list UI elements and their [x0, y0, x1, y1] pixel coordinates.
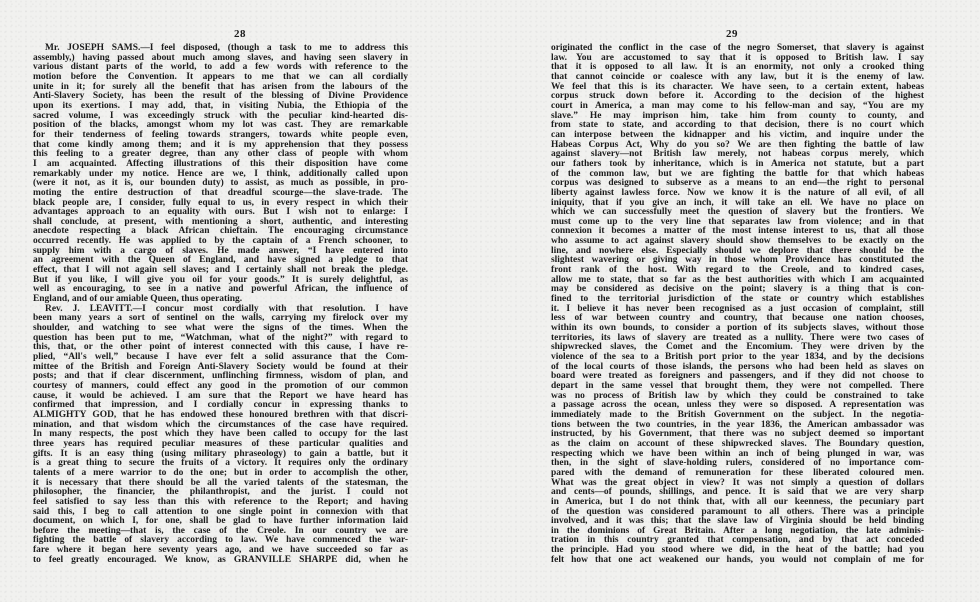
text-line: felt how that one act weakened our hands, you would not complain of me for — [551, 554, 924, 565]
text-line: may be considered as decisive on the point; slavery is a thing that is con- — [551, 284, 924, 295]
text-line: gifts. It is an easy thing (using military phraseology) to gain a battle, but it — [33, 448, 408, 459]
text-line: as the claim on account of these shipwrecked slaves. The Boundary question, — [551, 438, 924, 449]
text-line: remarkably under my notice. Hence are we, I think, additionally called upon — [33, 168, 408, 179]
text-line: moting the entire destruction of that dreadful scourge—the slave-trade. The — [33, 187, 408, 198]
text-line: an agreement with the Queen of England, and have signed a pledge to that — [33, 255, 408, 266]
text-line: said this, I beg to call attention to one single point in connexion with that — [33, 506, 408, 517]
text-line: feel satisfied to say less than this with reference to the Report; and having — [33, 496, 408, 507]
text-line: shoulder, and watching to see what were the signs of the times. When the — [33, 323, 408, 334]
text-line: three years has required peculiar measures of these particular qualities and — [33, 438, 408, 449]
text-line: iniquity, that if you give an inch, it will take an ell. We have no place on — [551, 197, 924, 208]
text-line: various distant parts of the world, to add a few words with reference to the — [33, 62, 408, 73]
text-line: courtesy of manners, could effect any good in the promotion of our common — [33, 380, 408, 391]
text-line: originated the conflict in the case of the negro Somerset, that slavery is against — [551, 43, 924, 53]
text-line: immediately made to the British Government on the subject. In the negotia- — [551, 409, 924, 420]
page-number: 28 — [234, 28, 246, 40]
text-line: anecdote respecting a black African chieftain. The encouraging circumstance — [33, 226, 408, 237]
text-line: that come kindly among them; and it is my apprehension that they possess — [33, 139, 408, 150]
text-line: in the dominions of Great Britain. After a long negotiation, the late adminis- — [551, 525, 924, 536]
text-line: supply him with a cargo of slaves. He made answer, “I have entered into — [33, 245, 408, 256]
text-line: less of war between country and country, that because one nation chooses, — [551, 313, 924, 324]
text-line: cause, it would be achieved. I am sure that the Report we have heard has — [33, 390, 408, 401]
text-line: our fathers took by inheritance, which is in America not statute, but a part — [551, 158, 924, 169]
text-line: shall conclude, at present, with mentioning a short, authentic, and interesting — [33, 216, 408, 227]
text-line: this feeling to a greater degree, than any other class of people with whom — [33, 149, 408, 160]
text-line: confirmed that impression, and I cordially concur in expressing thanks to — [33, 400, 408, 411]
text-line: was no process of British law by which they could be constrained to take — [551, 390, 924, 401]
text-line: of the local courts of those islands, the persons who had been held as slaves on — [551, 361, 924, 372]
text-line: Rev. J. LEAVITT.—I concur most cordially with that resolution. I have — [45, 303, 408, 314]
text-line: pared with the demand of remuneration for these liberated coloured men. — [551, 467, 924, 478]
text-line: for their tenderness of feeling towards strangers, towards white people even, — [33, 129, 408, 140]
text-line: the principle. Had you stood where we did, in the heat of the battle; had you — [551, 545, 924, 556]
text-line: fare where it began here seventy years ago, and we have succeeded so far as — [33, 545, 408, 556]
text-line: it. I believe it has never been recognised as a just occasion of complaint, still — [551, 303, 924, 314]
text-line: before the meeting—that is, the case of the Creole. In our country we are — [33, 525, 408, 536]
left-page-text — [33, 44, 408, 565]
text-line: talents of a mere warrior to do the one; but in order to accomplish the other, — [33, 467, 408, 478]
text-line: is a great thing to secure the fruits of a victory. It requires only the ordinary — [33, 458, 408, 469]
text-line: who assume to act against slavery should show themselves to be exactly on the — [551, 236, 924, 247]
text-line: England, and of our amiable Queen, thus operating. — [33, 294, 243, 305]
text-line: posts; and that if clear discernment, unflinching firmness, wisdom of plan, and — [33, 371, 408, 382]
text-line: to feel greatly encouraged. We know, as GRANVILLE SHARPE did, when he — [33, 554, 408, 565]
text-line: which we can successfully meet the question of slavery but the frontiers. We — [551, 207, 924, 218]
text-line: But if you like, I will give you oil for your goods.” It is surely delightful, as — [33, 274, 408, 285]
text-line: ALMIGHTY GOD, that he has endowed these honoured brethren with that discri- — [33, 409, 408, 420]
text-line: fighting the battle of slavery according to law. We have commenced the war- — [33, 535, 408, 546]
text-line: (were it not, as it is, our bounden duty) to assist, as much as possible, in pro- — [33, 178, 408, 189]
text-line: been many years a sort of sentinel on the walls, carrying my firelock over my — [33, 313, 408, 324]
text-line: law. You are accustomed to say that it is opposed to British law. I say — [551, 52, 924, 63]
text-line: shipwrecked slaves, the Comet and the Encomium. They were driven by the — [551, 342, 924, 353]
text-line: mination, and that wisdom which the circumstances of the case have required. — [33, 419, 408, 430]
text-line: tions between the two countries, in the year 1836, the American ambassador was — [551, 419, 924, 430]
text-line: line, and nowhere else. Especially should we deplore that there should be the — [551, 245, 924, 256]
text-line: sacred volume, I was exceedingly struck with the peculiar kind-hearted dis- — [33, 110, 408, 121]
text-line: front rank of the host. With regard to the Creole, and to kindred cases, — [551, 265, 924, 276]
text-line: allow me to state, that so far as the best authorities with which I am acquainted — [551, 274, 924, 285]
text-line: from state to state, and according to that decision, there is no court which — [551, 120, 924, 131]
text-line: in America, but I do not think that, with all our keenness, the pecuniary part — [551, 496, 924, 507]
text-line: advantages approach to an equality with ours. But I wish not to enlarge: I — [33, 207, 408, 218]
text-line: board were treated as foreigners and passengers, and if they did not choose to — [551, 371, 924, 382]
text-line: this, that, or the other point of interest connected with this cause, I have re- — [33, 342, 408, 353]
text-line: occurred recently. He was applied to by the captain of a French schooner, to — [33, 236, 408, 247]
text-line: mittee of the British and Foreign Anti-Slavery Society would be found at their — [33, 361, 408, 372]
text-line: unite in it; for surely all the benefit that has arisen from the labours of the — [33, 81, 408, 92]
text-line: instructed, by his Government, that there was no subject deemed so important — [551, 429, 924, 440]
text-line: black people are, I consider, fully equal to us, in every respect in which their — [33, 197, 408, 208]
text-line: a passage across the ocean, unless they were so disposed. A representation was — [551, 400, 924, 411]
text-line: fined to the territorial jurisdiction of the state or country which establishes — [551, 294, 924, 305]
text-line: Habeas Corpus Act, Why do you so? We are then fighting the battle of law — [551, 139, 924, 150]
text-line: and cents—of pounds, shillings, and pence. It is said that we are very sharp — [551, 487, 924, 498]
text-line: philosopher, the financier, the philanthropist, and the jurist. I could not — [33, 487, 408, 498]
text-line: can interpose between the kidnapper and his victim, and inquire under the — [551, 129, 924, 140]
text-line: document, on which I, for one, shall be glad to have further information laid — [33, 516, 408, 527]
text-line: We feel that this is its character. We have seen, to a certain extent, habeas — [551, 81, 924, 92]
text-line: violence of the sea to a British port prior to the year 1834, and by the decisions — [551, 352, 924, 362]
text-line: court in America, a man may come to his fellow-man and say, “You are my — [551, 100, 924, 111]
text-line: effect, that I will not again sell slaves; and I certainly shall not break the pledge. — [33, 265, 408, 276]
text-line: assembly,) having passed about much among slaves, and having seen slavery in — [33, 52, 408, 63]
text-line: plied, “All's well,” because I have ever felt a solid assurance that the Com- — [33, 352, 408, 362]
text-line: slave.” He may imprison him, take him from county to county, and — [551, 110, 924, 121]
text-line: that cannot coincide or coalesce with any law, but it is the enemy of law. — [551, 71, 924, 82]
text-line: question has been put to me, “Watchman, what of the night?” with regard to — [33, 332, 408, 343]
text-line: In many respects, the post which they have been called to occupy for the last — [33, 429, 408, 440]
text-line: liberty against lawless force. Now we know it is the nature of all evil, of all — [551, 187, 924, 198]
text-line: Mr. JOSEPH SAMS.—I feel disposed, (though a task to me to address this — [45, 43, 408, 53]
text-line: corpus struck down before it. According to the decision of the highest — [551, 91, 924, 102]
text-line: respecting which we have been within an inch of being plunged in war, was — [551, 448, 924, 459]
right-page — [490, 0, 980, 602]
text-line: slightest wavering or giving way in those whom Providence has constituted the — [551, 255, 924, 266]
text-line: of the question was considered paramount to all others. There was a principle — [551, 506, 924, 517]
text-line: must come up to the very line that separates law from violence; and in that — [551, 216, 924, 227]
text-line: then, in the sight of slave-holding rulers, considered of no importance com- — [551, 458, 924, 469]
text-line: it is necessary that there should be all the varied talents of the statesman, the — [33, 477, 408, 488]
text-line: corpus was designed to subserve as a means to an end—the right to personal — [551, 178, 924, 189]
text-line: within its own bounds, to consider a portion of its subjects slaves, without those — [551, 323, 924, 334]
text-line: that it is opposed to all law. It is an enormity, not only a crooked thing — [551, 62, 924, 73]
text-line: well as encouraging, to see in a native and powerful African, the influence of — [33, 284, 408, 295]
text-line: upon its exertions. I may add, that, in visiting Nubia, the Ethiopia of the — [33, 100, 408, 111]
right-page-text — [551, 44, 924, 565]
text-line: of the common law, but we are fighting the battle for that which habeas — [551, 168, 924, 179]
text-line: against slavery—not British law merely, not habeas corpus merely, which — [551, 149, 924, 160]
page-number: 29 — [726, 28, 738, 40]
text-line: position of the blacks, amongst whom my lot was cast. They are remarkable — [33, 120, 408, 131]
text-line: territories, its laws of slavery are treated as a nullity. There were two cases of — [551, 332, 924, 343]
text-line: motion before the Convention. It appears to me that we can all cordially — [33, 71, 408, 82]
text-line: I am acquainted. Affecting illustrations of this their disposition have come — [33, 158, 408, 169]
text-line: connexion it becomes a matter of the most intense interest to us, that all those — [551, 226, 924, 237]
text-line: tration in this country granted that compensation, and by that act conceded — [551, 535, 924, 546]
text-line: Anti-Slavery Society, has been the result of the blessing of Divine Providence — [33, 91, 408, 102]
text-line: depart in the same vessel that brought them, they were not compelled. There — [551, 380, 924, 391]
text-line: involved, and it was this; that the slave law of Virginia should be held binding — [551, 516, 924, 527]
text-line: What was the great object in view? It was not simply a question of dollars — [551, 477, 924, 488]
